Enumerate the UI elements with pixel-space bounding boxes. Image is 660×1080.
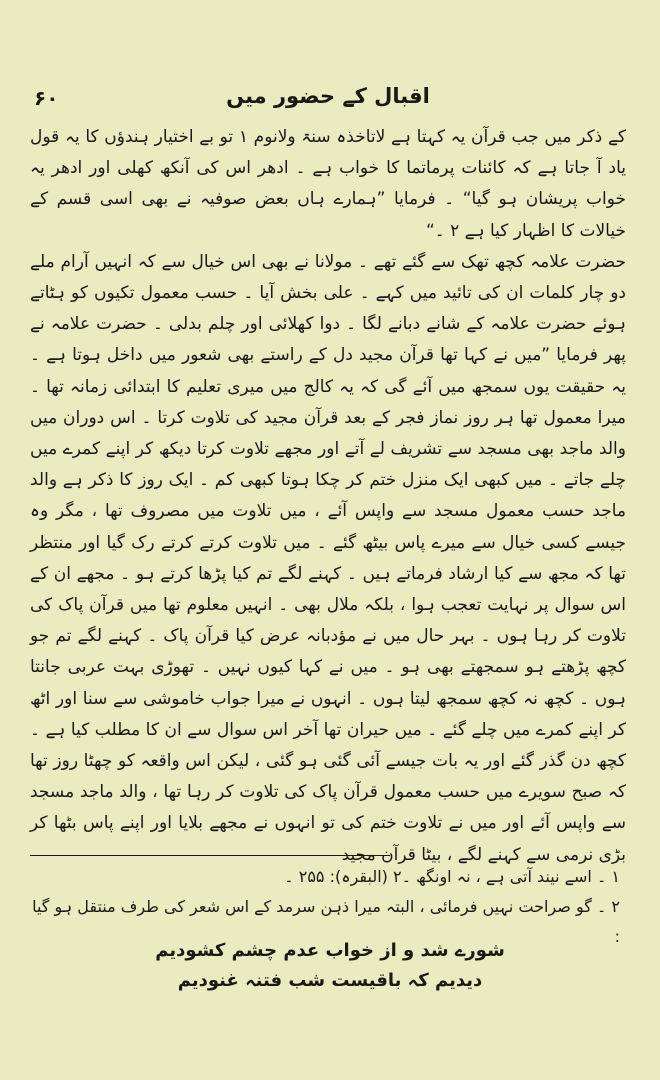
paragraph-2: حضرت علامہ کچھ تھک سے گئے تھے ۔ مولانا نے بھی اس خیال سے کہ انہیں آرام ملے دو چار کلمات ان کی تائید میں کہے ۔ علی بخش آیا ۔ حسب معمول تکیوں کو ہٹاتے ہوئے حضرت علامہ کے شانے دبانے لگا ۔ دوا کھلائی اور چلم بدلی ۔ حضرت علامہ نے پھر فرمایا ”میں نے کہا تھا قرآن مجید دل کے راستے بھی شعور میں داخل ہوتا ہے ۔ یہ حقیقت یوں سمجھ میں آئے گی کہ یہ کالج میں میری تعلیم کا ابتدائی زمانہ تھا ۔ میرا معمول تھا ہر روز نماز فجر کے بعد قرآن مجید کی تلاوت کرتا ۔ اس دوران میں والد ماجد بھی مسجد سے تشریف لے آتے اور مجھے تلاوت کرتا دیکھ کر اپنے کمرے میں چلے جاتے ۔ میں کبھی ایک منزل ختم کر چکا ہوتا کبھی کم ۔ ایک روز کا ذکر ہے والد ماجد حسب معمول مسجد سے واپس آئے ، میں تلاوت میں مصروف تھا ، مگر وہ جیسے کسی خیال سے میرے پاس بیٹھ گئے ۔ میں تلاوت کرتے کرتے رک گیا اور منتظر تھا کہ مجھ سے کیا ارشاد فرماتے ہیں ۔ کہنے لگے تم کیا پڑھا کرتے ہو ۔ مجھے ان کے اس سوال پر نہایت تعجب ہوا ، بلکہ ملال بھی ۔ انہیں معلوم تھا میں قرآن پاک کی تلاوت کر رہا ہوں ۔ بہر حال میں نے مؤدبانہ عرض کیا قرآن پاک ۔ کہنے لگے تم جو کچھ پڑھتے ہو سمجھتے بھی ہو ۔ میں نے کہا کیوں نہیں ۔ تھوڑی بہت عربی جانتا ہوں ۔ کچھ نہ کچھ سمجھ لیتا ہوں ۔ انہوں نے میرا جواب خاموشی سے سنا اور اٹھ کر اپنے کمرے میں چلے گئے ۔ میں حیران تھا آخر اس سوال سے ان کا مطلب کیا ہے ۔ کچھ دن گذر گئے اور یہ بات جیسے آئی گئی ہو گئی ، لیکن اس واقعہ کو چھٹا روز تھا کہ صبح سویرے میں حسب معمول قرآن پاک کی تلاوت کر رہا تھا ، والد ماجد مسجد سے واپس آئے اور میں نے تلاوت ختم کی تو انہوں نے مجھے بلایا اور اپنے پاس بٹھا کر بڑی نرمی سے کہنے لگے ، بیٹا قرآن مجید <box>30 251 626 865</box>
paragraph-1: کے ذکر میں جب قرآن یہ کہتا ہے لاتاخذہ سنۃ ولانوم ۱ تو بے اختیار ہندؤں کا یہ قول یاد آ جاتا ہے کہ کائنات پرماتما کا خواب ہے ۔ ادھر اس کی آنکھ کھلی اور ادھر یہ خواب پریشان ہو گیا“ ۔ فرمایا ”ہمارے ہاں بعض صوفیہ نے بھی اسی قسم کے خیالات کا اظہار کیا ہے ۲ ۔“ <box>30 127 626 241</box>
page-title: اقبال کے حضور میں <box>226 84 430 108</box>
running-header <box>30 84 626 114</box>
page-number: ۶۰ <box>34 86 59 110</box>
verse-line-2: دیدیم کہ باقیست شب فتنہ غنودیم <box>177 970 483 991</box>
main-text <box>30 122 626 875</box>
verse-line-1: شورے شد و از خواب عدم چشم کشودیم <box>155 940 505 961</box>
persian-verse <box>0 936 660 996</box>
footnote-1: ۱ ۔ اسے نیند آتی ہے ، نہ اونگھ ۔۲ (البقرہ): ۲۵۵ ۔ <box>284 867 620 886</box>
footnote-2: ۲ ۔ گو صراحت نہیں فرمائی ، البتہ میرا ذہن سرمد کے اس شعر کی طرف منتقل ہو گیا : <box>32 897 620 946</box>
footnote-divider <box>30 855 390 856</box>
